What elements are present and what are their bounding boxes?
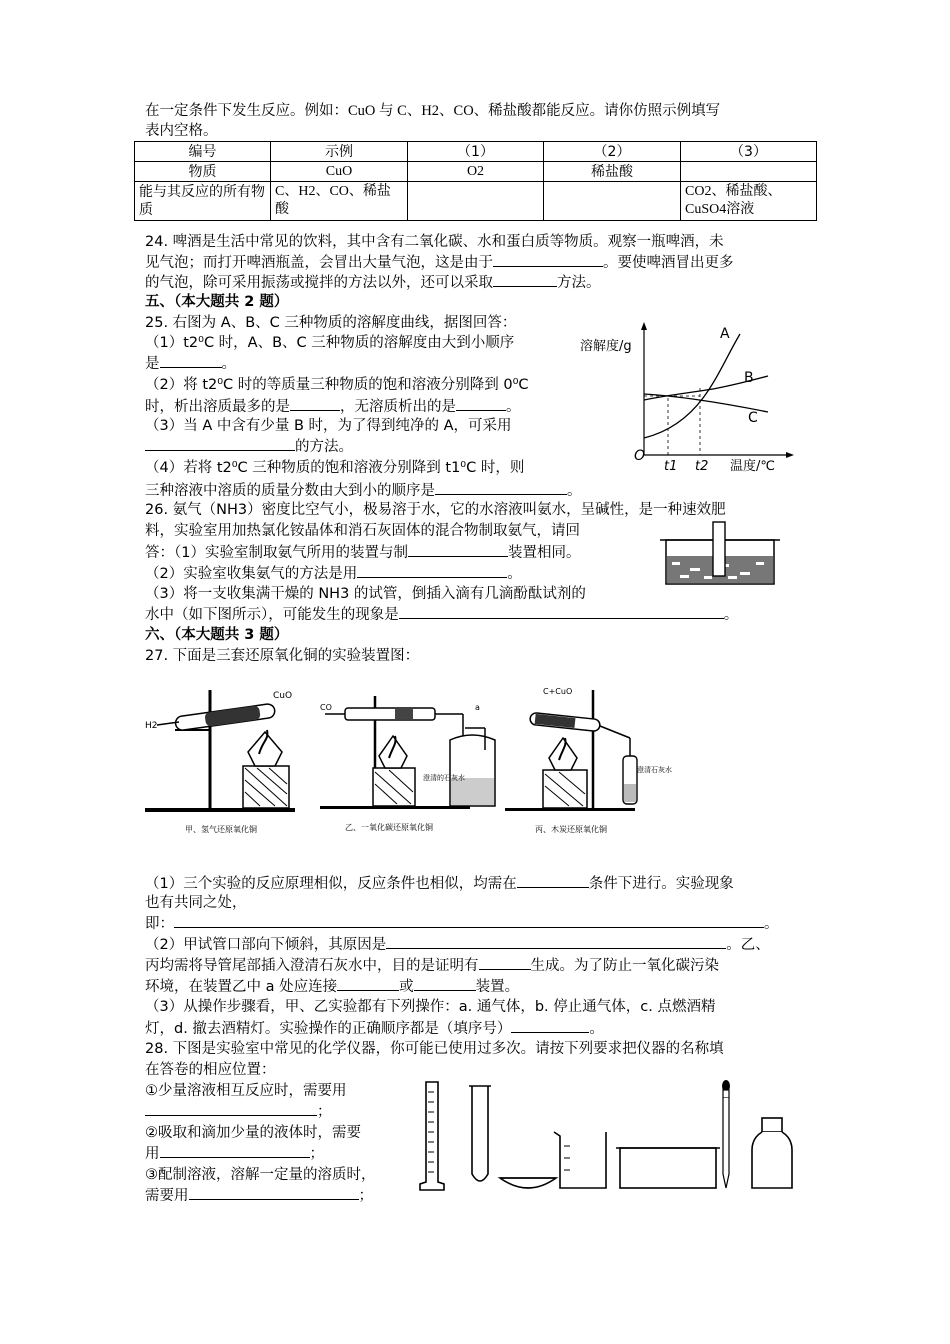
answer-blank[interactable] [479, 955, 531, 970]
q28-item-2-answer: 用 ； [145, 1143, 324, 1164]
q27-part-2-cont: 丙均需将导管尾部插入澄清石灰水中，目的是证明有 生成。为了防止一氧化碳污染 [145, 955, 719, 976]
q25-part-2: （2）将 t2⁰C 时的等质量三种物质的饱和溶液分别降到 0⁰C [145, 377, 529, 393]
q28-item-3-answer: 需要用 ； [145, 1185, 373, 1206]
q26-line-3: 答：（1）实验室制取氨气所用的装置与制 装置相同。 [145, 542, 580, 563]
answer-blank[interactable] [145, 1101, 317, 1116]
beaker-icon [554, 1132, 606, 1188]
q28-item-1-answer: ； [145, 1101, 332, 1122]
table-cell: 能与其反应的所有物质 [135, 182, 271, 221]
tick-label-t2: t2 [695, 459, 709, 474]
q28-line-2: 在答卷的相应位置： [145, 1062, 276, 1078]
table-row [135, 182, 817, 221]
curve-label-b: B [744, 370, 754, 386]
q25-part-4: （4）若将 t2⁰C 三种物质的饱和溶液分别降到 t1⁰C 时，则 [145, 460, 525, 476]
svg-text:澄清的石灰水: 澄清的石灰水 [423, 774, 465, 782]
table-cell: C、H2、CO、稀盐酸 [271, 182, 408, 221]
lab-instruments-figure [420, 1078, 810, 1196]
table-header-cell: （2） [544, 142, 681, 162]
q27-part-1-cont: 也有共同之处， [145, 895, 247, 911]
q26-line-4: （2）实验室收集氨气的方法是用 。 [145, 563, 522, 584]
q24-line-3: 的气泡，除可采用振荡或搅拌的方法以外，还可以采取 方法。 [145, 272, 601, 293]
tick-label-t1: t1 [664, 459, 678, 474]
test-tube-icon [469, 1086, 491, 1181]
svg-text:CO: CO [320, 703, 332, 712]
q25-part-3: （3）当 A 中含有少量 B 时，为了得到纯净的 A，可采用 [145, 418, 512, 434]
q25-part-4-answer: 三种溶液中溶质的质量分数由大到小的顺序是 。 [145, 480, 582, 501]
table-cell-blank[interactable] [681, 162, 817, 182]
q25-stem: 25. 右图为 A、B、C 三种物质的溶解度曲线，据图回答： [145, 315, 517, 331]
q26-line-5: （3）将一支收集满干燥的 NH3 的试管，倒插入滴有几滴酚酞试剂的 [145, 586, 586, 602]
q24-line-2: 见气泡；而打开啤酒瓶盖，会冒出大量气泡，这是由于 。要使啤酒冒出更多 [145, 252, 734, 273]
table-header-row [135, 142, 817, 162]
answer-blank[interactable] [511, 1018, 589, 1033]
dropper-icon [722, 1080, 730, 1188]
q28-item-3: ③配制溶液，溶解一定量的溶质时， [145, 1167, 376, 1183]
q26-line-2: 料，实验室用加热氯化铵晶体和消石灰固体的混合物制取氨气，请回 [145, 523, 580, 539]
table-cell: CO2、稀盐酸、CuSO4溶液 [681, 182, 817, 221]
q25-part-3-answer: 的方法。 [145, 436, 353, 457]
apparatus-hydrogen [145, 690, 295, 834]
apparatus-carbon [505, 687, 672, 834]
svg-text:a: a [475, 703, 480, 712]
q27-part-3: （3）从操作步骤看，甲、乙实验都有下列操作：a. 通气体，b. 停止通气体，c. 点燃酒精 [145, 999, 716, 1015]
reaction-table [134, 141, 817, 221]
q28-line-1: 28. 下图是实验室中常见的化学仪器，你可能已使用过多次。请按下列要求把仪器的名称填 [145, 1041, 724, 1057]
answer-blank[interactable] [408, 542, 508, 557]
answer-blank[interactable] [145, 436, 295, 451]
q27-part-1-answer: 即： 。 [145, 913, 779, 934]
test-tube [713, 522, 725, 576]
svg-text:澄清石灰水: 澄清石灰水 [637, 766, 672, 774]
y-axis-arrow [641, 322, 647, 330]
y-axis-label: 溶解度/g [580, 339, 632, 354]
origin-label: O [634, 448, 646, 464]
table-cell-blank[interactable] [544, 182, 681, 221]
svg-text:乙、一氧化碳还原氧化铜: 乙、一氧化碳还原氧化铜 [345, 823, 433, 832]
answer-blank[interactable] [160, 1143, 310, 1158]
graduated-cylinder-icon [420, 1082, 444, 1190]
answer-blank[interactable] [357, 563, 507, 578]
q24-line-1: 24. 啤酒是生活中常见的饮料，其中含有二氧化碳、水和蛋白质等物质。观察一瓶啤酒，未 [145, 234, 724, 250]
answer-blank[interactable] [435, 480, 567, 495]
q27-part-3-answer: 灯，d. 撤去酒精灯。实验操作的正确顺序都是（填序号） 。 [145, 1018, 604, 1039]
q28-item-1: ①少量溶液相互反应时，需要用 [145, 1083, 347, 1099]
section-6-heading: 六、（本大题共 3 题） [145, 627, 289, 643]
q27-stem: 27. 下面是三套还原氧化铜的实验装置图： [145, 648, 420, 664]
q27-part-2-cont2: 环境，在装置乙中 a 处应连接 或 装置。 [145, 976, 519, 997]
answer-blank[interactable] [399, 604, 724, 619]
trough-icon [616, 1148, 720, 1188]
q26-line-6: 水中（如下图所示），可能发生的现象是 。 [145, 604, 738, 625]
table-cell-blank[interactable] [408, 182, 544, 221]
answer-blank[interactable] [493, 252, 603, 267]
answer-blank[interactable] [386, 934, 726, 949]
q25-part-1-answer: 是 。 [145, 353, 236, 374]
answer-blank[interactable] [189, 1185, 359, 1200]
table-cell: CuO [271, 162, 408, 182]
q26-line-1: 26. 氨气（NH3）密度比空气小，极易溶于水，它的水溶液叫氨水，呈碱性，是一种速效肥 [145, 502, 726, 518]
svg-text:CuO: CuO [273, 691, 293, 701]
intro-line-1: 在一定条件下发生反应。例如：CuO 与 C、H2、CO、稀盐酸都能反应。请你仿照示例填写 [145, 103, 721, 119]
answer-blank[interactable] [493, 272, 557, 287]
answer-blank[interactable] [290, 396, 340, 411]
q28-item-2: ②吸取和滴加少量的液体时，需要 [145, 1125, 361, 1141]
table-row [135, 162, 817, 182]
table-header-cell: 示例 [271, 142, 408, 162]
curve-label-c: C [748, 410, 758, 426]
svg-text:C+CuO: C+CuO [543, 687, 573, 696]
apparatus-co [320, 696, 495, 832]
answer-blank[interactable] [160, 353, 222, 368]
x-axis-arrow [786, 452, 794, 458]
q27-part-2: （2）甲试管口部向下倾斜，其原因是 。乙、 [145, 934, 770, 955]
section-5-heading: 五、（本大题共 2 题） [145, 294, 289, 310]
curve-label-a: A [720, 326, 730, 342]
reduction-apparatus-figure [145, 680, 672, 840]
x-axis-label: 温度/℃ [730, 459, 775, 474]
solubility-curve-figure [578, 320, 808, 475]
evaporating-dish-icon [500, 1178, 556, 1188]
answer-blank[interactable] [174, 913, 764, 928]
table-header-cell: （1） [408, 142, 544, 162]
answer-blank[interactable] [456, 396, 506, 411]
answer-blank[interactable] [517, 873, 589, 888]
table-header-cell: （3） [681, 142, 817, 162]
table-cell: 稀盐酸 [544, 162, 681, 182]
intro-line-2: 表内空格。 [145, 123, 218, 139]
svg-text:甲、氢气还原氧化铜: 甲、氢气还原氧化铜 [185, 825, 257, 834]
answer-blank[interactable] [414, 976, 476, 991]
q25-part-2-answer: 时，析出溶质最多的是 ，无溶质析出的是 。 [145, 396, 521, 417]
svg-text:丙、木炭还原氧化铜: 丙、木炭还原氧化铜 [535, 825, 607, 834]
table-cell: O2 [408, 162, 544, 182]
table-cell: 物质 [135, 162, 271, 182]
inverted-tube-beaker-figure [660, 518, 780, 588]
q27-part-1: （1）三个实验的反应原理相似，反应条件也相似，均需在 条件下进行。实验现象 [145, 873, 734, 894]
svg-text:H2: H2 [145, 721, 158, 731]
table-header-cell: 编号 [135, 142, 271, 162]
answer-blank[interactable] [337, 976, 399, 991]
reagent-bottle-icon [752, 1118, 792, 1188]
q25-part-1: （1）t2⁰C 时，A、B、C 三种物质的溶解度由大到小顺序 [145, 335, 515, 351]
